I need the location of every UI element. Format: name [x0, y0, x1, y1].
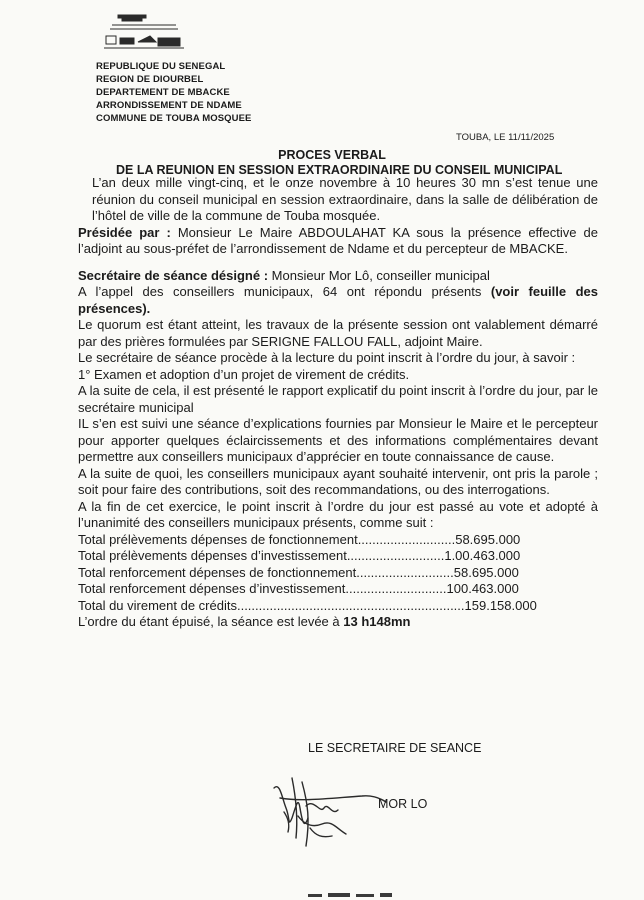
presided-label: Présidée par :: [78, 224, 171, 240]
administrative-header: [96, 60, 251, 125]
senegal-coat-of-arms-icon: [98, 12, 190, 54]
paragraph-quorum: Le quorum est étant atteint, les travaux de la présente session ont valablement démarré par des prières formulées par SERIGNE FALLOU FALL, adjoint Maire.: [78, 317, 598, 349]
closing-time: 13 h148mn: [343, 614, 411, 629]
presided-text: Monsieur Le Maire ABDOULAHAT KA sous la présence effective de l’adjoint au sous-préfet de l’arrondissement de Ndame et du percepteur de MBACKE.: [78, 224, 598, 256]
document-title: PROCES VERBAL: [278, 148, 386, 162]
header-line-department: DEPARTEMENT DE MBACKE: [96, 87, 230, 98]
document-subtitle: DE LA REUNION EN SESSION EXTRAORDINAIRE DU CONSEIL MUNICIPAL: [116, 163, 563, 177]
stamp-trace-icon: [300, 888, 410, 900]
closing-text: L’ordre du étant épuisé, la séance est levée à: [78, 614, 344, 629]
paragraph-report: A la suite de cela, il est présenté le rapport explicatif du point inscrit à l’ordre du jour, par le secrétaire municipal: [78, 383, 598, 415]
total-value: 1.00.463.000: [444, 548, 521, 563]
header-line-commune: COMMUNE DE TOUBA MOSQUEE: [96, 113, 252, 124]
signatory-name: MOR LO: [378, 797, 428, 811]
paragraph-explanations: IL s’en est suivi une séance d’explications fournies par Monsieur le Maire et le percepteur pour apporter quelques éclaircissements et des informations complémentaires devant permettre aux conseillers municipaux d’apprécier en toute connaissance de cause.: [78, 416, 598, 464]
total-label: Total prélèvements dépenses de fonctionnement: [78, 531, 358, 547]
total-dots: ...........................: [346, 548, 445, 563]
place-and-date: TOUBA, LE 11/11/2025: [456, 132, 555, 143]
total-dots: ...........................: [356, 564, 454, 580]
handwritten-signature-icon: [262, 758, 392, 863]
header-line-republic: REPUBLIQUE DU SENEGAL: [96, 61, 226, 72]
total-dots: ...........................: [357, 531, 456, 547]
paragraph-vote: A la fin de cet exercice, le point inscrit à l’ordre du jour est passé au vote et adopté à l’unanimité des conseillers municipaux présents, comme suit :: [78, 498, 598, 530]
header-line-arrondissement: ARRONDISSEMENT DE NDAME: [96, 100, 242, 111]
total-label: Total du virement de crédits: [78, 597, 237, 613]
secretary-text: Monsieur Mor Lô, conseiller municipal: [268, 267, 490, 283]
paragraph-interventions: A la suite de quoi, les conseillers municipaux ayant souhaité intervenir, ont pris la parole ; soit pour faire des contributions, soit des recommandations, ou des interrogations.: [78, 465, 598, 497]
total-row: [78, 598, 598, 615]
total-row: [78, 532, 598, 549]
totals-list: [78, 532, 598, 615]
agenda-item: 1° Examen et adoption d’un projet de virement de crédits.: [78, 366, 410, 382]
signatory-title: LE SECRETAIRE DE SEANCE: [308, 741, 482, 755]
total-row: [78, 581, 598, 598]
total-value: 159.158.000: [464, 597, 537, 613]
total-row: [78, 565, 598, 582]
total-label: Total renforcement dépenses de fonctionnement: [78, 564, 357, 580]
paragraph-reading: Le secrétaire de séance procède à la lecture du point inscrit à l’ordre du jour, à savoir :: [78, 350, 576, 365]
roll-call-text: A l’appel des conseillers municipaux, 64 ont répondu présents: [78, 284, 491, 299]
paragraph-roll-call: [78, 284, 598, 317]
paragraph-opening: L’an deux mille vingt-cinq, et le onze novembre à 10 heures 30 mn s’est tenue une réunion du conseil municipal en session extraordinaire, dans la salle de délibération de l’hôtel de ville de la commune de Touba mosquée.: [92, 175, 598, 223]
header-line-region: REGION DE DIOURBEL: [96, 74, 204, 85]
total-dots: ............................: [345, 581, 447, 596]
total-row: [78, 548, 598, 565]
total-value: 58.695.000: [453, 564, 519, 580]
roll-call-bold: (voir feuille des présences).: [78, 284, 598, 316]
total-value: 58.695.000: [455, 531, 521, 547]
total-label: Total renforcement dépenses d’investissement: [78, 581, 346, 596]
secretary-label: Secrétaire de séance désigné :: [78, 267, 269, 283]
total-value: 100.463.000: [446, 581, 519, 596]
closing-line: [78, 614, 598, 631]
total-dots: ...............................................................: [236, 597, 465, 613]
paragraph-secretary: [78, 268, 598, 285]
paragraph-presided: [78, 225, 598, 258]
document-body: [78, 175, 598, 631]
total-label: Total prélèvements dépenses d’investissement: [78, 548, 347, 563]
